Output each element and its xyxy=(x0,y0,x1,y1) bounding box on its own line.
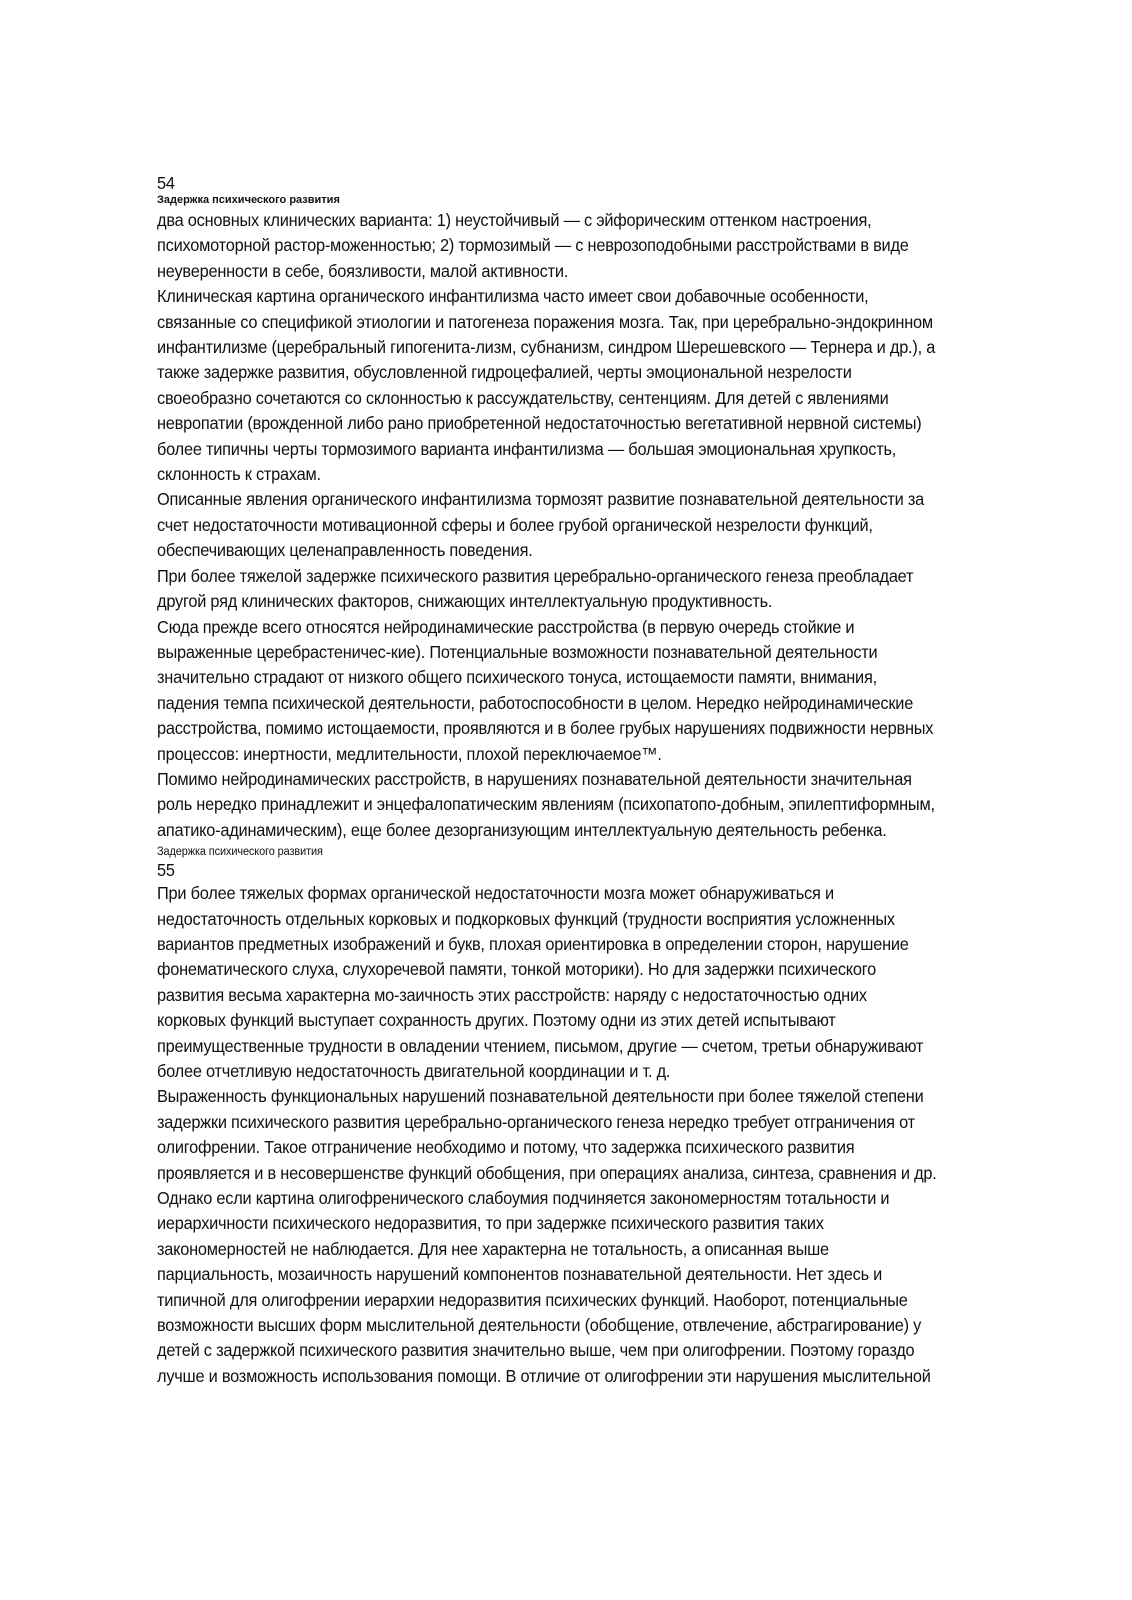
text-line: иерархичности психического недоразвития, то при задержке психического развития таких xyxy=(157,1213,824,1234)
text-line: процессов: инертности, медлительности, плохой переключаемое™. xyxy=(157,743,662,764)
text-line: вариантов предметных изображений и букв, плохая ориентировка в определении сторон, нарушение xyxy=(157,933,909,954)
text-line: При более тяжелой задержке психического развития церебрально-органического генеза преобладает xyxy=(157,565,914,586)
text-line: Выраженность функциональных нарушений познавательной деятельности при более тяжелой степени xyxy=(157,1086,924,1107)
text-line: другой ряд клинических факторов, снижающих интеллектуальную продуктивность. xyxy=(157,591,773,612)
text-line: Помимо нейродинамических расстройств, в нарушениях познавательной деятельности значительная xyxy=(157,768,912,789)
page-number-54: 54 xyxy=(157,173,175,193)
text-line: психомоторной растор-моженностью; 2) тормозимый — с неврозоподобными расстройствами в виде xyxy=(157,235,909,256)
page-55-body xyxy=(157,881,1057,1389)
text-line: инфантилизме (церебральный гипогенита-лизм, субнанизм, синдром Шерешевского — Тернера и др.), а xyxy=(157,337,936,358)
text-line: также задержке развития, обусловленной гидроцефалией, черты эмоциональной незрелости xyxy=(157,362,852,383)
text-line: неуверенности в себе, боязливости, малой активности. xyxy=(157,260,569,281)
text-line: более типичны черты тормозимого варианта инфантилизма — большая эмоциональная хрупкость, xyxy=(157,438,897,459)
text-line: Описанные явления органического инфантилизма тормозят развитие познавательной деятельности за xyxy=(157,489,925,510)
text-line: Клиническая картина органического инфантилизма часто имеет свои добавочные особенности, xyxy=(157,286,869,307)
text-line: обеспечивающих целенаправленность поведения. xyxy=(157,540,533,561)
text-line: корковых функций выступает сохранность других. Поэтому одни из этих детей испытывают xyxy=(157,1010,836,1031)
page-54-body xyxy=(157,208,1057,843)
text-line: возможности высших форм мыслительной деятельности (обобщение, отвлечение, абстрагирование) у xyxy=(157,1315,922,1336)
text-line: развития весьма характерна мо-заичность этих расстройств: наряду с недостаточностью одних xyxy=(157,984,867,1005)
text-line: фонематического слуха, слухоречевой памяти, тонкой моторики). Но для задержки психического xyxy=(157,959,876,980)
text-line: типичной для олигофрении иерархии недоразвития психических функций. Наоборот, потенциальные xyxy=(157,1289,908,1310)
text-line: два основных клинических варианта: 1) неустойчивый — с эйфорическим оттенком настроения, xyxy=(157,210,872,230)
text-line: парциальность, мозаичность нарушений компонентов познавательной деятельности. Нет здесь и xyxy=(157,1264,883,1285)
running-head-plain: Задержка психического развития xyxy=(157,846,323,859)
text-line: невропатии (врожденной либо рано приобретенной недостаточностью вегетативной нервной системы) xyxy=(157,413,922,434)
text-line: детей с задержкой психического развития значительно выше, чем при олигофрении. Поэтому гораздо xyxy=(157,1340,915,1361)
text-line: лучше и возможность использования помощи. В отличие от олигофрении эти нарушения мыслительной xyxy=(157,1365,931,1386)
text-line: Однако если картина олигофренического слабоумия подчиняется закономерностям тотальности и xyxy=(157,1188,890,1209)
document-page xyxy=(157,172,1057,1389)
text-line: недостаточность отдельных корковых и подкорковых функций (трудности восприятия усложненных xyxy=(157,908,895,929)
text-line: апатико-адинамическим), еще более дезорганизующим интеллектуальную деятельность ребенка. xyxy=(157,819,887,840)
text-line: расстройства, помимо истощаемости, проявляются и в более грубых нарушениях подвижности нервных xyxy=(157,718,934,739)
text-line: более отчетливую недостаточность двигательной координации и т. д. xyxy=(157,1061,671,1081)
text-line: Сюда прежде всего относятся нейродинамические расстройства (в первую очередь стойкие и xyxy=(157,616,855,637)
text-line: При более тяжелых формах органической недостаточности мозга может обнаруживаться и xyxy=(157,883,834,904)
text-line: роль нередко принадлежит и энцефалопатическим явлениям (психопатопо-добным, эпилептиформным, xyxy=(157,794,935,815)
text-line: олигофрении. Такое отграничение необходимо и потому, что задержка психического развития xyxy=(157,1137,855,1158)
text-line: выраженные церебрастеничес-кие). Потенциальные возможности познавательной деятельности xyxy=(157,641,878,662)
text-line: связанные со спецификой этиологии и патогенеза поражения мозга. Так, при церебрально-эндокринном xyxy=(157,311,933,332)
running-head-bold: Задержка психического развития xyxy=(157,194,340,206)
text-line: счет недостаточности мотивационной сферы и более грубой органической незрелости функций, xyxy=(157,514,873,535)
text-line: закономерностей не наблюдается. Для нее характерна не тотальность, а описанная выше xyxy=(157,1238,829,1259)
text-line: преимущественные трудности в овладении чтением, письмом, другие — счетом, третьи обнаруживают xyxy=(157,1035,924,1056)
text-line: значительно страдают от низкого общего психического тонуса, истощаемости памяти, внимания, xyxy=(157,667,877,688)
text-line: склонность к страхам. xyxy=(157,464,321,485)
text-line: своеобразно сочетаются со склонностью к рассуждательству, сентенциям. Для детей с явлениями xyxy=(157,387,889,408)
text-line: падения темпа психической деятельности, работоспособности в целом. Нередко нейродинамические xyxy=(157,692,914,713)
text-line: проявляется и в несовершенстве функций обобщения, при операциях анализа, синтеза, сравнения и др. xyxy=(157,1162,937,1183)
page-number-55: 55 xyxy=(157,860,175,881)
text-line: задержки психического развития церебрально-органического генеза нередко требует отграничения от xyxy=(157,1111,915,1132)
